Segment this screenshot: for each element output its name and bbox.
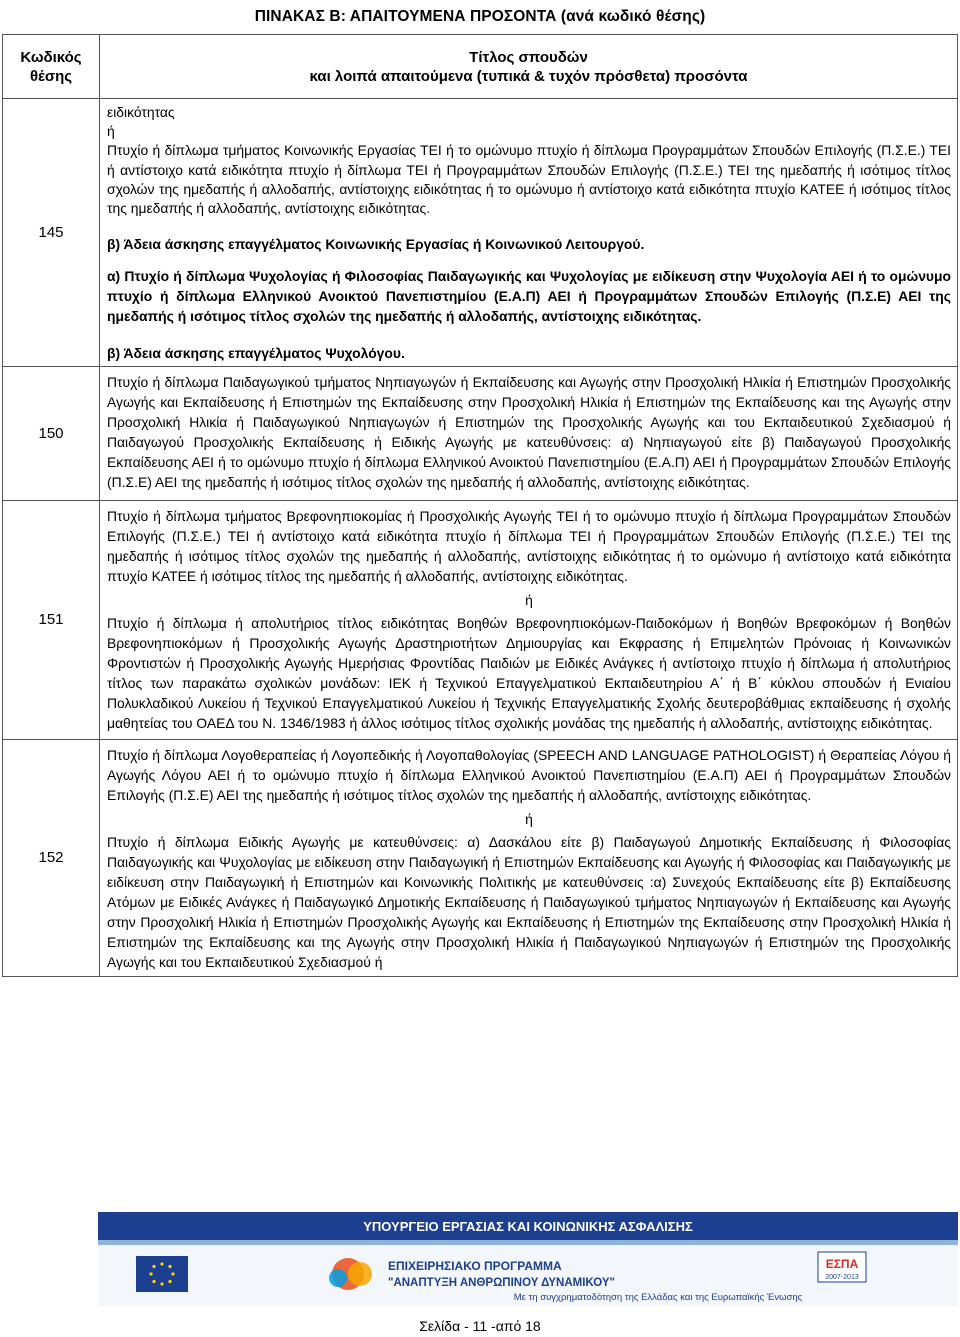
license-requirement-1: β) Άδεια άσκησης επαγγέλματος Κοινωνικής Εργασίας ή Κοινωνικού Λειτουργού.	[107, 236, 645, 253]
title-column-header	[100, 35, 958, 99]
or-separator-151: ή	[525, 592, 533, 609]
requirements-cell-152	[100, 740, 958, 977]
ministry-name: ΥΠΟΥΡΓΕΙΟ ΕΡΓΑΣΙΑΣ ΚΑΙ ΚΟΙΝΩΝΙΚΗΣ ΑΣΦΑΛΙΣΗΣ	[363, 1219, 693, 1234]
requirement-text-151b: Πτυχίο ή δίπλωμα ή απολυτήριος τίτλος ειδικότητας Βοηθών Βρεφονηπιοκόμων-Παιδοκόμων ή Βοηθών Βρεφοκόμων ή Βοηθών Βρεφονηπιοκόμων ή Προσχολικής Αγωγής Δραστηριοτήτων Δημιουργίας και Εκφρασης ή Επιμελητών Πρόνοιας ή Κοινωνικών Φροντιστών ή Προσχολικής Αγωγής Ημερήσιας Φροντίδας Παιδιών με Ειδικές Ανάγκες ή αντίστοιχο πτυχίο ή δίπλωμα ή απολυτήριος τίτλος των παρακάτω σχολικών μονάδων: ΙΕΚ ή Τεχνικού Επαγγελματικού Εκπαιδευτηρίου Α΄ ή Β΄ κύκλου σπουδών ή Ενιαίου Πολυκλαδικού Λυκείου ή Τεχνικού Επαγγελματικού Λυκείου ή Τεχνικής Επαγγελματικής Σχολής δευτεροβάθμιας εκπαίδευσης ή σχολής μαθητείας του ΟΑΕΔ του Ν. 1346/1983 ή άλλος ισότιμος τίτλος σχολικής μονάδας της ημεδαπής ή αλλοδαπής, αντίστοιχης ειδικότητας.	[107, 615, 951, 732]
position-code-151: 151	[3, 501, 100, 740]
eu-flag-icon	[136, 1256, 188, 1292]
programme-name-line2: "ΑΝΑΠΤΥΞΗ ΑΝΘΡΩΠΙΝΟΥ ΔΥΝΑΜΙΚΟΥ"	[388, 1277, 615, 1289]
table-row-145	[3, 99, 958, 367]
page-title: ΠΙΝΑΚΑΣ Β: ΑΠΑΙΤΟΥΜΕΝΑ ΠΡΟΣΟΝΤΑ (ανά κωδικό θέσης)	[254, 8, 706, 25]
title-column-header-line2: και λοιπά απαιτούμενα (τυπικά & τυχόν πρόσθετα) προσόντα	[309, 67, 748, 85]
table-row-152	[3, 740, 958, 977]
table-row-150	[3, 367, 958, 501]
position-code-152: 152	[3, 740, 100, 977]
requirement-text-prev: ειδικότητας ή Πτυχίο ή δίπλωμα τμήματος Κοινωνικής Εργασίας ΤΕΙ ή το ομώνυμο πτυχίο ή δίπλωμα Προγραμμάτων Σπουδών Επιλογής (Π.Σ.Ε.) ΤΕΙ ή αντίστοιχο κατά ειδικότητα πτυχίο ή δίπλωμα ΤΕΙ ή Προγραμμάτων Σπουδών Επιλογής (Π.Σ.Ε.) ΤΕΙ της ημεδαπής ή ισότιμος τίτλος σχολών της ημεδαπής ή αλλοδαπής, αντίστοιχης ειδικότητας ή το ομώνυμο ή αντίστοιχο κατά ειδικότητα πτυχίο ΚΑΤΕΕ ή ισότιμος τίτλος της ημεδαπής ή αλλοδαπής, αντίστοιχης ειδικότητας.	[107, 104, 951, 217]
espa-years: 2007-2013	[825, 1274, 859, 1281]
license-requirement-2: β) Άδεια άσκησης επαγγέλματος Ψυχολόγου.	[107, 345, 405, 362]
table-row-151	[3, 501, 958, 740]
funding-logo-banner	[98, 1212, 958, 1306]
requirement-text-152b: Πτυχίο ή δίπλωμα Ειδικής Αγωγής με κατευθύνσεις: α) Δασκάλου είτε β) Παιδαγωγού Δημοτικής Εκπαίδευσης ή Φιλοσοφίας Παιδαγωγικής και Ψυχολογίας με ειδίκευση στην Παιδαγωγική ή Επιστημών Εκπαίδευσης και Αγωγής ή Φιλοσοφίας και Παιδαγωγικής με ειδίκευση στην Παιδαγωγική ή Επιστημών και Κοινωνικής Πολιτικής με κατευθύνσεις :α) Συνεχούς Εκπαίδευσης είτε β) Εκπαίδευσης Ατόμων με Ειδικές Ανάγκες ή Παιδαγωγικό Δημοτικής Εκπαίδευσης ή Παιδαγωγικού τμήματος Νηπιαγωγών ή Εκπαίδευσης και Αγωγής στην Προσχολική Ηλικία ή Επιστημών Προσχολικής Αγωγής και Εκπαίδευσης ή Επιστημών της Εκπαίδευσης στην Προσχολική Ηλικία ή Επιστημών της Εκπαίδευσης και της Αγωγής στην Προσχολική Ηλικία ή Παιδαγωγικού Νηπιαγωγών ή Επιστημών της Προσχολικής Αγωγής και του Εκπαιδευτικού Σχεδιασμού ή	[107, 834, 951, 971]
espa-logo-icon	[818, 1252, 866, 1282]
or-separator-152: ή	[525, 811, 533, 828]
code-column-header	[3, 35, 100, 99]
funding-banner-graphic	[98, 1212, 958, 1306]
requirements-cell-145	[100, 99, 958, 367]
requirement-text-151a: Πτυχίο ή δίπλωμα τμήματος Βρεφονηπιοκομίας ή Προσχολικής Αγωγής ΤΕΙ ή το ομώνυμο πτυχίο ή δίπλωμα Προγραμμάτων Σπουδών Επιλογής (Π.Σ.Ε.) ΤΕΙ ή αντίστοιχο κατά ειδικότητα πτυχίο ή δίπλωμα ΤΕΙ ή Προγραμμάτων Σπουδών Επιλογής (Π.Σ.Ε.) ΤΕΙ της ημεδαπής ή ισότιμος τίτλος σχολών της ημεδαπής ή αλλοδαπής, αντίστοιχης ειδικότητας ή το ομώνυμο ή αντίστοιχο κατά ειδικότητα πτυχίο ΚΑΤΕΕ ή ισότιμος τίτλος της ημεδαπής ή αλλοδαπής, αντίστοιχης ειδικότητας.	[107, 508, 951, 585]
espa-label: ΕΣΠΑ	[825, 1257, 859, 1271]
requirements-cell-151	[100, 501, 958, 740]
requirement-text-152a: Πτυχίο ή δίπλωμα Λογοθεραπείας ή Λογοπεδικής ή Λογοπαθολογίας (SPEECH AND LANGUAGE PATHOLOGIST) ή Θεραπείας Λόγου ή Αγωγής Λόγου ΑΕΙ ή το ομώνυμο πτυχίο ή δίπλωμα Ελληνικού Ανοικτού Πανεπιστημίου (Ε.Α.Π) ΑΕΙ ή Προγραμμάτων Σπουδών Επιλογής (Π.Σ.Ε) ΑΕΙ της ημεδαπής ή ισότιμος τίτλος σχολών της ημεδαπής ή αλλοδαπής, αντίστοιχης ειδικότητας.	[107, 747, 951, 804]
cofund-text: Με τη συγχρηματοδότηση της Ελλάδας και της Ευρωπαϊκής Ένωσης	[513, 1292, 803, 1303]
table-header-row	[3, 35, 958, 99]
requirements-table	[2, 34, 958, 977]
code-column-header-line1: Κωδικός	[20, 48, 82, 66]
page-number: Σελίδα - 11 -από 18	[419, 1318, 541, 1334]
code-column-header-line2: θέσης	[29, 67, 73, 85]
position-code-150: 150	[3, 367, 100, 501]
requirements-cell-150	[100, 367, 958, 501]
title-column-header-line1: Τίτλος σπουδών	[469, 48, 588, 66]
programme-name-line1: ΕΠΙΧΕΙΡΗΣΙΑΚΟ ΠΡΟΓΡΑΜΜΑ	[388, 1259, 562, 1273]
position-code-145: 145	[3, 99, 100, 367]
requirement-text-150: Πτυχίο ή δίπλωμα Παιδαγωγικού τμήματος Νηπιαγωγών ή Εκπαίδευσης και Αγωγής στην Προσχολική Ηλικία ή Επιστημών Προσχολικής Αγωγής και Εκπαίδευσης ή Επιστημών της Εκπαίδευσης στην Προσχολική Ηλικία ή Επιστημών της Εκπαίδευσης και της Αγωγής στην Προσχολική Ηλικία ή Παιδαγωγικού Νηπιαγωγών ή Επιστημών της Προσχολικής Αγωγής και του Εκπαιδευτικού Σχεδιασμού ή Παιδαγωγού Προσχολικής Εκπαίδευσης ή Ειδικής Αγωγής με κατευθύνσεις: α) Νηπιαγωγού είτε β) Παιδαγωγού Προσχολικής Εκπαίδευσης ΑΕΙ ή το ομώνυμο πτυχίο ή δίπλωμα Ελληνικού Ανοικτού Πανεπιστημίου (Ε.Α.Π) ΑΕΙ ή Προγραμμάτων Σπουδών Επιλογής (Π.Σ.Ε) ΑΕΙ της ημεδαπής ή ισότιμος τίτλος σχολών της ημεδαπής ή αλλοδαπής, αντίστοιχης ειδικότητας.	[107, 374, 951, 491]
requirement-text-145: α) Πτυχίο ή δίπλωμα Ψυχολογίας ή Φιλοσοφίας Παιδαγωγικής και Ψυχολογίας με ειδίκευση στην Ψυχολογία ΑΕΙ ή το ομώνυμο πτυχίο ή δίπλωμα Ελληνικού Ανοικτού Πανεπιστημίου (Ε.Α.Π) ΑΕΙ ή Προγραμμάτων Σπουδών Επιλογής (Π.Σ.Ε) ΑΕΙ της ημεδαπής ή ισότιμος τίτλος σχολών της ημεδαπής ή αλλοδαπής, αντίστοιχης ειδικότητας.	[107, 268, 951, 325]
